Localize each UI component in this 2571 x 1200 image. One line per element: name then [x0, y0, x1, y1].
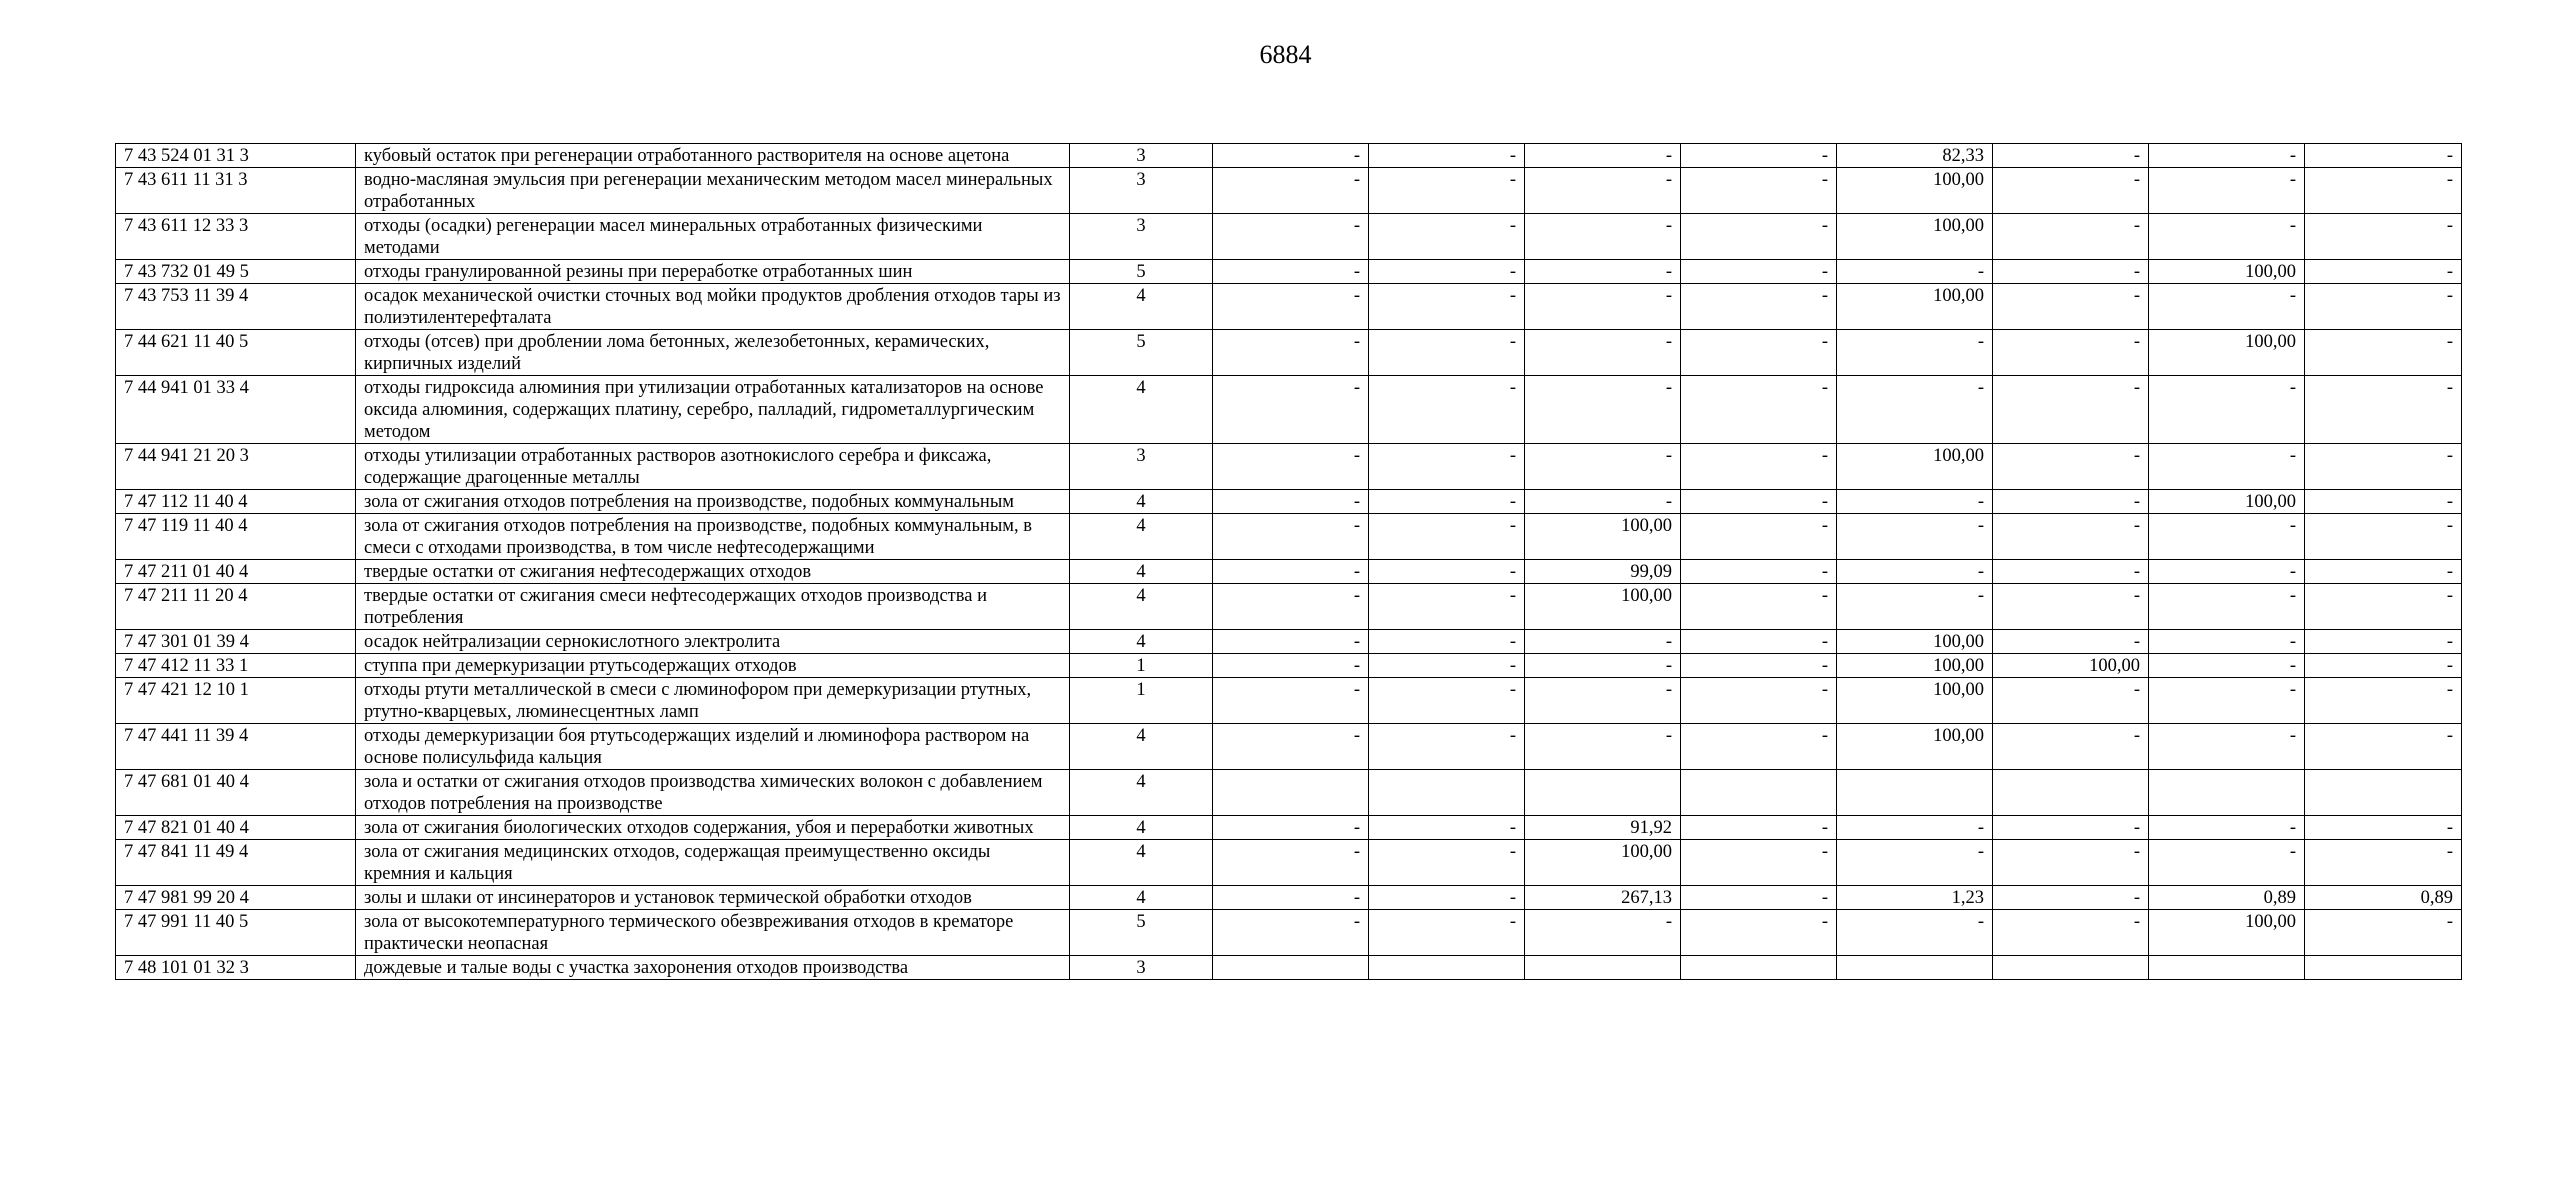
value-cell-4: -: [1681, 214, 1837, 260]
value-cell-6: -: [1993, 886, 2149, 910]
table-row: [116, 654, 2462, 678]
value-cell-3: [1525, 770, 1681, 816]
hazard-class-cell: 4: [1070, 584, 1213, 630]
value-cell-3: -: [1525, 260, 1681, 284]
waste-code-cell: 7 47 211 01 40 4: [116, 560, 356, 584]
table-row: [116, 678, 2462, 724]
value-cell-6: -: [1993, 840, 2149, 886]
value-cell-5: -: [1837, 376, 1993, 444]
hazard-class-cell: 3: [1070, 444, 1213, 490]
waste-name-cell: отходы ртути металлической в смеси с люминофором при демеркуризации ртутных, ртутно-кварцевых, люминесцентных ламп: [356, 678, 1070, 724]
value-cell-8: -: [2305, 144, 2462, 168]
value-cell-5: 100,00: [1837, 630, 1993, 654]
value-cell-3: 100,00: [1525, 840, 1681, 886]
value-cell-1: -: [1213, 584, 1369, 630]
value-cell-4: -: [1681, 678, 1837, 724]
value-cell-6: -: [1993, 330, 2149, 376]
value-cell-3: -: [1525, 444, 1681, 490]
value-cell-7: 100,00: [2149, 910, 2305, 956]
value-cell-2: -: [1369, 840, 1525, 886]
waste-name-cell: отходы демеркуризации боя ртутьсодержащих изделий и люминофора раствором на основе полисульфида кальция: [356, 724, 1070, 770]
value-cell-5: 100,00: [1837, 284, 1993, 330]
value-cell-3: -: [1525, 214, 1681, 260]
value-cell-8: -: [2305, 490, 2462, 514]
value-cell-3: [1525, 956, 1681, 980]
value-cell-1: [1213, 956, 1369, 980]
value-cell-5: -: [1837, 840, 1993, 886]
waste-code-cell: 7 47 119 11 40 4: [116, 514, 356, 560]
value-cell-5: 100,00: [1837, 724, 1993, 770]
value-cell-8: -: [2305, 584, 2462, 630]
value-cell-2: [1369, 956, 1525, 980]
waste-name-cell: дождевые и талые воды с участка захоронения отходов производства: [356, 956, 1070, 980]
value-cell-3: 99,09: [1525, 560, 1681, 584]
value-cell-4: -: [1681, 724, 1837, 770]
value-cell-4: -: [1681, 168, 1837, 214]
table-row: [116, 260, 2462, 284]
value-cell-3: -: [1525, 376, 1681, 444]
waste-name-cell: ступпа при демеркуризации ртутьсодержащих отходов: [356, 654, 1070, 678]
table-row: [116, 840, 2462, 886]
value-cell-8: -: [2305, 330, 2462, 376]
value-cell-4: -: [1681, 514, 1837, 560]
value-cell-6: -: [1993, 444, 2149, 490]
value-cell-7: -: [2149, 284, 2305, 330]
table-row: [116, 630, 2462, 654]
value-cell-4: -: [1681, 560, 1837, 584]
value-cell-2: -: [1369, 284, 1525, 330]
value-cell-4: -: [1681, 886, 1837, 910]
value-cell-1: -: [1213, 490, 1369, 514]
table-row: [116, 770, 2462, 816]
value-cell-7: -: [2149, 724, 2305, 770]
value-cell-4: -: [1681, 376, 1837, 444]
value-cell-7: -: [2149, 214, 2305, 260]
hazard-class-cell: 1: [1070, 678, 1213, 724]
value-cell-3: 100,00: [1525, 584, 1681, 630]
value-cell-2: -: [1369, 490, 1525, 514]
value-cell-8: -: [2305, 214, 2462, 260]
waste-name-cell: зола от сжигания отходов потребления на производстве, подобных коммунальным: [356, 490, 1070, 514]
table-row: [116, 724, 2462, 770]
value-cell-1: -: [1213, 630, 1369, 654]
value-cell-8: -: [2305, 724, 2462, 770]
hazard-class-cell: 4: [1070, 490, 1213, 514]
value-cell-6: -: [1993, 816, 2149, 840]
value-cell-3: 267,13: [1525, 886, 1681, 910]
value-cell-1: -: [1213, 886, 1369, 910]
table-row: [116, 514, 2462, 560]
hazard-class-cell: 4: [1070, 886, 1213, 910]
waste-name-cell: отходы (отсев) при дроблении лома бетонных, железобетонных, керамических, кирпичных изделий: [356, 330, 1070, 376]
value-cell-2: -: [1369, 330, 1525, 376]
hazard-class-cell: 3: [1070, 168, 1213, 214]
value-cell-4: -: [1681, 654, 1837, 678]
value-cell-3: -: [1525, 284, 1681, 330]
value-cell-1: -: [1213, 678, 1369, 724]
value-cell-4: -: [1681, 260, 1837, 284]
value-cell-5: 1,23: [1837, 886, 1993, 910]
value-cell-8: -: [2305, 560, 2462, 584]
table-row: [116, 168, 2462, 214]
table-body: [116, 144, 2462, 980]
value-cell-8: -: [2305, 910, 2462, 956]
value-cell-7: -: [2149, 654, 2305, 678]
value-cell-6: -: [1993, 284, 2149, 330]
value-cell-6: -: [1993, 376, 2149, 444]
table-row: [116, 584, 2462, 630]
value-cell-5: -: [1837, 260, 1993, 284]
hazard-class-cell: 4: [1070, 284, 1213, 330]
value-cell-7: -: [2149, 840, 2305, 886]
hazard-class-cell: 5: [1070, 330, 1213, 376]
waste-code-cell: 7 47 681 01 40 4: [116, 770, 356, 816]
value-cell-7: 100,00: [2149, 260, 2305, 284]
waste-code-cell: 7 47 981 99 20 4: [116, 886, 356, 910]
value-cell-6: [1993, 770, 2149, 816]
waste-name-cell: отходы гранулированной резины при переработке отработанных шин: [356, 260, 1070, 284]
value-cell-6: [1993, 956, 2149, 980]
table-row: [116, 444, 2462, 490]
value-cell-4: -: [1681, 816, 1837, 840]
value-cell-1: -: [1213, 654, 1369, 678]
value-cell-2: -: [1369, 514, 1525, 560]
value-cell-4: -: [1681, 490, 1837, 514]
hazard-class-cell: 4: [1070, 816, 1213, 840]
value-cell-8: -: [2305, 376, 2462, 444]
hazard-class-cell: 4: [1070, 770, 1213, 816]
value-cell-1: -: [1213, 168, 1369, 214]
hazard-class-cell: 3: [1070, 214, 1213, 260]
hazard-class-cell: 5: [1070, 910, 1213, 956]
value-cell-8: -: [2305, 168, 2462, 214]
value-cell-5: -: [1837, 584, 1993, 630]
value-cell-1: -: [1213, 816, 1369, 840]
waste-name-cell: отходы (осадки) регенерации масел минеральных отработанных физическими методами: [356, 214, 1070, 260]
value-cell-5: -: [1837, 330, 1993, 376]
value-cell-2: -: [1369, 910, 1525, 956]
waste-name-cell: осадок нейтрализации сернокислотного электролита: [356, 630, 1070, 654]
value-cell-7: -: [2149, 678, 2305, 724]
table-row: [116, 956, 2462, 980]
value-cell-8: -: [2305, 840, 2462, 886]
value-cell-1: -: [1213, 376, 1369, 444]
table-row: [116, 330, 2462, 376]
value-cell-5: 100,00: [1837, 214, 1993, 260]
value-cell-2: -: [1369, 678, 1525, 724]
value-cell-7: -: [2149, 376, 2305, 444]
value-cell-6: -: [1993, 630, 2149, 654]
waste-code-cell: 7 47 112 11 40 4: [116, 490, 356, 514]
table-row: [116, 144, 2462, 168]
value-cell-7: 0,89: [2149, 886, 2305, 910]
page-number: 6884: [1259, 40, 1312, 69]
waste-name-cell: кубовый остаток при регенерации отработанного растворителя на основе ацетона: [356, 144, 1070, 168]
value-cell-7: -: [2149, 560, 2305, 584]
value-cell-3: -: [1525, 678, 1681, 724]
value-cell-4: [1681, 770, 1837, 816]
waste-name-cell: твердые остатки от сжигания смеси нефтесодержащих отходов производства и потребления: [356, 584, 1070, 630]
waste-registry-table: [115, 143, 2462, 980]
value-cell-4: -: [1681, 584, 1837, 630]
value-cell-8: -: [2305, 514, 2462, 560]
hazard-class-cell: 5: [1070, 260, 1213, 284]
waste-code-cell: 7 48 101 01 32 3: [116, 956, 356, 980]
waste-code-cell: 7 44 941 21 20 3: [116, 444, 356, 490]
value-cell-6: -: [1993, 168, 2149, 214]
value-cell-1: -: [1213, 214, 1369, 260]
value-cell-7: [2149, 956, 2305, 980]
value-cell-5: [1837, 956, 1993, 980]
value-cell-4: -: [1681, 444, 1837, 490]
value-cell-5: 100,00: [1837, 654, 1993, 678]
hazard-class-cell: 4: [1070, 724, 1213, 770]
value-cell-2: -: [1369, 560, 1525, 584]
value-cell-7: [2149, 770, 2305, 816]
waste-code-cell: 7 44 621 11 40 5: [116, 330, 356, 376]
table-row: [116, 284, 2462, 330]
value-cell-5: 100,00: [1837, 678, 1993, 724]
value-cell-1: -: [1213, 910, 1369, 956]
value-cell-6: -: [1993, 214, 2149, 260]
waste-name-cell: зола от высокотемпературного термического обезвреживания отходов в крематоре практически неопасная: [356, 910, 1070, 956]
value-cell-1: -: [1213, 330, 1369, 376]
waste-name-cell: твердые остатки от сжигания нефтесодержащих отходов: [356, 560, 1070, 584]
value-cell-8: -: [2305, 678, 2462, 724]
value-cell-5: 100,00: [1837, 444, 1993, 490]
value-cell-5: -: [1837, 514, 1993, 560]
waste-code-cell: 7 47 441 11 39 4: [116, 724, 356, 770]
waste-name-cell: зола от сжигания биологических отходов содержания, убоя и переработки животных: [356, 816, 1070, 840]
waste-code-cell: 7 43 732 01 49 5: [116, 260, 356, 284]
value-cell-5: -: [1837, 490, 1993, 514]
value-cell-2: -: [1369, 168, 1525, 214]
value-cell-6: -: [1993, 678, 2149, 724]
hazard-class-cell: 4: [1070, 514, 1213, 560]
value-cell-7: 100,00: [2149, 490, 2305, 514]
waste-code-cell: 7 47 412 11 33 1: [116, 654, 356, 678]
value-cell-6: -: [1993, 560, 2149, 584]
value-cell-4: -: [1681, 840, 1837, 886]
waste-name-cell: осадок механической очистки сточных вод мойки продуктов дробления отходов тары из полиэтилентерефталата: [356, 284, 1070, 330]
hazard-class-cell: 4: [1070, 630, 1213, 654]
value-cell-7: -: [2149, 584, 2305, 630]
value-cell-6: -: [1993, 910, 2149, 956]
table-row: [116, 214, 2462, 260]
value-cell-6: -: [1993, 260, 2149, 284]
value-cell-4: -: [1681, 330, 1837, 376]
value-cell-8: -: [2305, 654, 2462, 678]
value-cell-7: -: [2149, 816, 2305, 840]
waste-code-cell: 7 47 301 01 39 4: [116, 630, 356, 654]
value-cell-3: -: [1525, 724, 1681, 770]
waste-name-cell: отходы гидроксида алюминия при утилизации отработанных катализаторов на основе оксида алюминия, содержащих платину, серебро, палладий, гидрометаллургическим методом: [356, 376, 1070, 444]
value-cell-8: -: [2305, 284, 2462, 330]
value-cell-8: -: [2305, 260, 2462, 284]
value-cell-8: [2305, 956, 2462, 980]
value-cell-1: -: [1213, 560, 1369, 584]
table-row: [116, 886, 2462, 910]
value-cell-8: -: [2305, 630, 2462, 654]
value-cell-6: -: [1993, 724, 2149, 770]
value-cell-4: -: [1681, 144, 1837, 168]
table-row: [116, 910, 2462, 956]
waste-code-cell: 7 47 211 11 20 4: [116, 584, 356, 630]
waste-name-cell: водно-масляная эмульсия при регенерации механическим методом масел минеральных отработанных: [356, 168, 1070, 214]
hazard-class-cell: 3: [1070, 956, 1213, 980]
value-cell-4: -: [1681, 910, 1837, 956]
value-cell-7: -: [2149, 144, 2305, 168]
value-cell-3: -: [1525, 630, 1681, 654]
value-cell-2: -: [1369, 630, 1525, 654]
value-cell-8: 0,89: [2305, 886, 2462, 910]
value-cell-4: -: [1681, 284, 1837, 330]
value-cell-1: -: [1213, 284, 1369, 330]
hazard-class-cell: 3: [1070, 144, 1213, 168]
value-cell-6: -: [1993, 584, 2149, 630]
value-cell-1: -: [1213, 840, 1369, 886]
value-cell-3: -: [1525, 330, 1681, 376]
waste-code-cell: 7 47 421 12 10 1: [116, 678, 356, 724]
hazard-class-cell: 4: [1070, 560, 1213, 584]
hazard-class-cell: 1: [1070, 654, 1213, 678]
value-cell-6: -: [1993, 490, 2149, 514]
value-cell-2: -: [1369, 214, 1525, 260]
value-cell-2: -: [1369, 376, 1525, 444]
value-cell-1: -: [1213, 144, 1369, 168]
table-row: [116, 490, 2462, 514]
value-cell-6: -: [1993, 144, 2149, 168]
value-cell-7: 100,00: [2149, 330, 2305, 376]
value-cell-2: -: [1369, 886, 1525, 910]
value-cell-7: -: [2149, 168, 2305, 214]
value-cell-6: -: [1993, 514, 2149, 560]
value-cell-4: -: [1681, 630, 1837, 654]
value-cell-1: [1213, 770, 1369, 816]
value-cell-3: -: [1525, 168, 1681, 214]
value-cell-5: 82,33: [1837, 144, 1993, 168]
value-cell-7: -: [2149, 514, 2305, 560]
value-cell-4: [1681, 956, 1837, 980]
hazard-class-cell: 4: [1070, 376, 1213, 444]
value-cell-2: -: [1369, 654, 1525, 678]
value-cell-1: -: [1213, 444, 1369, 490]
value-cell-5: 100,00: [1837, 168, 1993, 214]
value-cell-1: -: [1213, 514, 1369, 560]
value-cell-5: -: [1837, 910, 1993, 956]
waste-code-cell: 7 47 841 11 49 4: [116, 840, 356, 886]
table-row: [116, 376, 2462, 444]
value-cell-3: -: [1525, 654, 1681, 678]
value-cell-5: -: [1837, 816, 1993, 840]
value-cell-3: 100,00: [1525, 514, 1681, 560]
waste-name-cell: отходы утилизации отработанных растворов азотнокислого серебра и фиксажа, содержащие драгоценные металлы: [356, 444, 1070, 490]
value-cell-7: -: [2149, 630, 2305, 654]
value-cell-7: -: [2149, 444, 2305, 490]
value-cell-8: -: [2305, 444, 2462, 490]
value-cell-2: [1369, 770, 1525, 816]
waste-code-cell: 7 47 991 11 40 5: [116, 910, 356, 956]
value-cell-2: -: [1369, 816, 1525, 840]
value-cell-3: -: [1525, 910, 1681, 956]
waste-code-cell: 7 43 524 01 31 3: [116, 144, 356, 168]
waste-code-cell: 7 47 821 01 40 4: [116, 816, 356, 840]
value-cell-5: [1837, 770, 1993, 816]
waste-name-cell: зола от сжигания отходов потребления на производстве, подобных коммунальным, в смеси с отходами производства, в том числе нефтесодержащими: [356, 514, 1070, 560]
waste-code-cell: 7 43 611 11 31 3: [116, 168, 356, 214]
value-cell-2: -: [1369, 444, 1525, 490]
table-row: [116, 816, 2462, 840]
waste-name-cell: зола от сжигания медицинских отходов, содержащая преимущественно оксиды кремния и кальция: [356, 840, 1070, 886]
waste-name-cell: зола и остатки от сжигания отходов производства химических волокон с добавлением отходов потребления на производстве: [356, 770, 1070, 816]
table-row: [116, 560, 2462, 584]
value-cell-3: -: [1525, 490, 1681, 514]
value-cell-2: -: [1369, 584, 1525, 630]
value-cell-6: 100,00: [1993, 654, 2149, 678]
value-cell-3: -: [1525, 144, 1681, 168]
value-cell-2: -: [1369, 144, 1525, 168]
waste-name-cell: золы и шлаки от инсинераторов и установок термической обработки отходов: [356, 886, 1070, 910]
waste-code-cell: 7 43 753 11 39 4: [116, 284, 356, 330]
waste-code-cell: 7 44 941 01 33 4: [116, 376, 356, 444]
value-cell-8: [2305, 770, 2462, 816]
value-cell-1: -: [1213, 260, 1369, 284]
hazard-class-cell: 4: [1070, 840, 1213, 886]
value-cell-3: 91,92: [1525, 816, 1681, 840]
value-cell-5: -: [1837, 560, 1993, 584]
value-cell-1: -: [1213, 724, 1369, 770]
value-cell-8: -: [2305, 816, 2462, 840]
value-cell-2: -: [1369, 260, 1525, 284]
waste-code-cell: 7 43 611 12 33 3: [116, 214, 356, 260]
value-cell-2: -: [1369, 724, 1525, 770]
